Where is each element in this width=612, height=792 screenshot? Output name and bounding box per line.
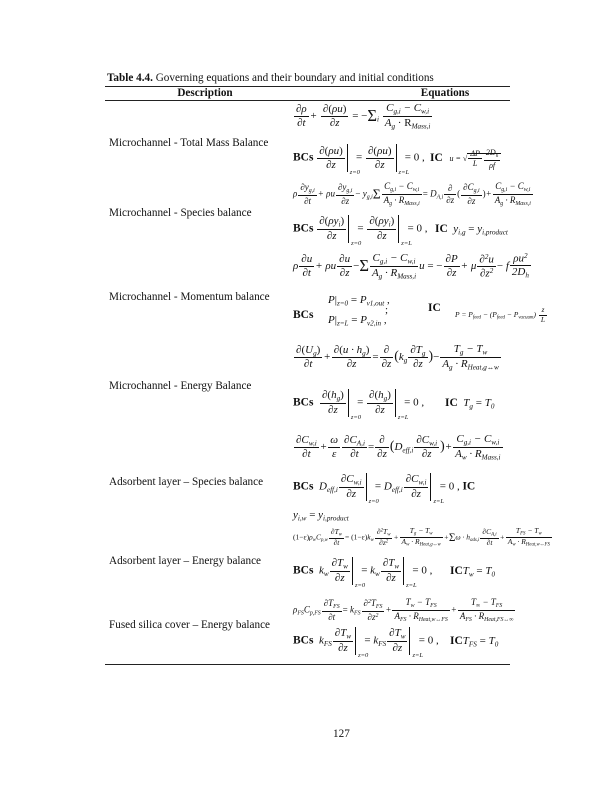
row-description-adsorbent-species: Adsorbent layer – Species balance	[109, 476, 264, 488]
row-description-total-mass: Microchannel - Total Mass Balance	[109, 137, 269, 149]
table-caption	[107, 72, 434, 84]
row-description-fused-silica: Fused silica cover – Energy balance	[109, 619, 271, 631]
bcs-label: BCs	[293, 151, 314, 164]
row-description-adsorbent-energy: Adsorbent layer – Energy balance	[109, 555, 262, 567]
row-description-momentum: Microchannel - Momentum balance	[109, 291, 270, 303]
ic-label: IC	[430, 151, 443, 164]
row-description-energy: Microchannel - Energy Balance	[109, 380, 252, 392]
row-description-species: Microchannel - Species balance	[109, 207, 252, 219]
table-caption-text: Governing equations and their boundary and initial conditions	[152, 72, 434, 84]
table-bottom-rule	[105, 664, 510, 665]
header-description: Description	[177, 87, 233, 99]
document-page: Table 4.4. Governing equations and their boundary and initial conditions Description Equations Microchannel - Total Mass Balance $\frac{\partial\rho}{\partial t}$ + $\frac{\partial(\rho u)}{\partial z}$ = $-\Sigma_i$ $\frac{C_{g,i} - C_{w,i}}{A_g \cdot R_{Mass,i}}$ BCs $\frac{\partial(\rho u)}{\partial z}$ z=0 = $\frac{\partial(\rho u)}{\partial z}$ z=L = 0 , IC u = √ $\frac{\Delta P}{L}$ $\frac{2D_h}{\rho f}$ Microchannel - Species balance ρ $\frac{\partial y_{g,i}}{\partial t}$ + ρu $\frac{\partial y_{g,i}}{\partial z}$ − $y_{g,i}\Sigma$ $\frac{C_{g,i} - C_{w,i}}{A_g \cdot R_{Mass,i}}$ = $D_{A,i}$ $\frac{\partial}{\partial z}$ ( $\frac{\partial C_{g,i}}{\partial z}$ )+ $\frac{C_{g,i} - C_{w,i}}{A_g \cdot R_{Mass,i}}$ BCs $\frac{\partial(\rho y_i)}{\partial z}$ z=0 = $\frac{\partial(\rho y_i)}{\partial z}$ z=L = 0 , IC $y_{i,g} = y_{i,product}$ Microchannel - Momentum balance ρ $\frac{\partial u}{\partial t}$ + ρu $\frac{\partial u}{\partial z}$ −Σ $\frac{C_{g,i} - C_{w,i}}{A_g \cdot R_{Mass,i}}$ u = − $\frac{\partial P}{\partial z}$ + μ $\frac{\partial^2u}{\partial z^2}$ − f $\frac{\rho u^2}{2D_h}$ BCs $P|_{z=0} = P_{v1,out}$ , $P|_{z=L} = P_{v2,in}$ , ; IC $P = P_{feed} - (P_{feed} - P_{vacuum})$ $\frac{z}{L}$ Microchannel - Energy Balance $\frac{\partial(U_g)}{\partial t}$ + $\frac{\partial(u \cdot h_g)}{\partial z}$ = $\frac{\partial}{\partial z}$ ($k_g$ $\frac{\partial T_g}{\partial z}$ )− $\frac{T_g - T_w}{A_g \cdot R_{Heat,g\leftrightarrow w}}$ BCs $\frac{\partial(h_g)}{\partial z}$ z=0 = $\frac{\partial(h_g)}{\partial z}$ z=L = 0 , IC $T_g = T_0$ Adsorbent layer – Species balance $\frac{\partial C_{w,i}}{\partial t}$ + $\frac{\omega}{\varepsilon}$ $\frac{\partial C_{A,i}}{\partial t}$ = $\frac{\partial}{\partial z}$ ($D_{eff,i}$ $\frac{\partial C_{w,i}}{\partial z}$ )+ $\frac{C_{g,i} - C_{w,i}}{A_w \cdot R_{Mass,i}}$ BCs $D_{eff,i}$ $\frac{\partial C_{w,i}}{\partial z}$ z=0 = $D_{eff,i}$ $\frac{\partial C_{w,i}}{\partial z}$ z=L = 0 , IC $y_{i,w} = y_{i,product}$ Adsorbent layer – Energy balance $(1-\varepsilon)\rho_wC_{p,w}$ $\frac{\partial T_w}{\partial t}$ = $(1-\varepsilon)k_w$ $\frac{\partial^2T_w}{\partial z^2}$ + $\frac{T_g - T_w}{A_w \cdot R_{Heat,g\leftrightarrow w}}$ $+\Sigma\omega \cdot h_{ads,i}$ $\frac{\partial C_{A,i}}{\partial t}$ + $\frac{T_{FS} - T_w}{A_w \cdot R_{Heat,w\leftrightarrow FS}}$ BCs $k_w$ $\frac{\partial T_w}{\partial z}$ z=0 = $k_w$ $\frac{\partial T_w}{\partial z}$ z=L = 0 , $ICT_w = T_0$ Fused silica cover – Energy balance $\rho_{FS}C_{p,FS}$ $\frac{\partial T_{FS}}{\partial t}$ = $k_{FS}$ $\frac{\partial^2T_{FS}}{\partial z^2}$ + $\frac{T_w - T_{FS}}{A_{FS} \cdot R_{Heat,w\leftrightarrow FS}}$ + $\frac{T_\infty - T_{FS}}{A_{FS} \cdot R_{Heat,FS\leftrightarrow\infty}}$ BCs $k_{FS}$ $\frac{\partial T_w}{\partial z}$ z=0 = $k_{FS}$ $\frac{\partial T_w}{\partial z}$ z=L = 0 , $ICT_{FS} = T_0$ 127	[107, 72, 550, 740]
table-caption-label: Table 4.4.	[107, 72, 153, 84]
header-equations: Equations	[420, 87, 470, 99]
table-header-rule	[105, 100, 510, 101]
page-number: 127	[333, 728, 350, 740]
